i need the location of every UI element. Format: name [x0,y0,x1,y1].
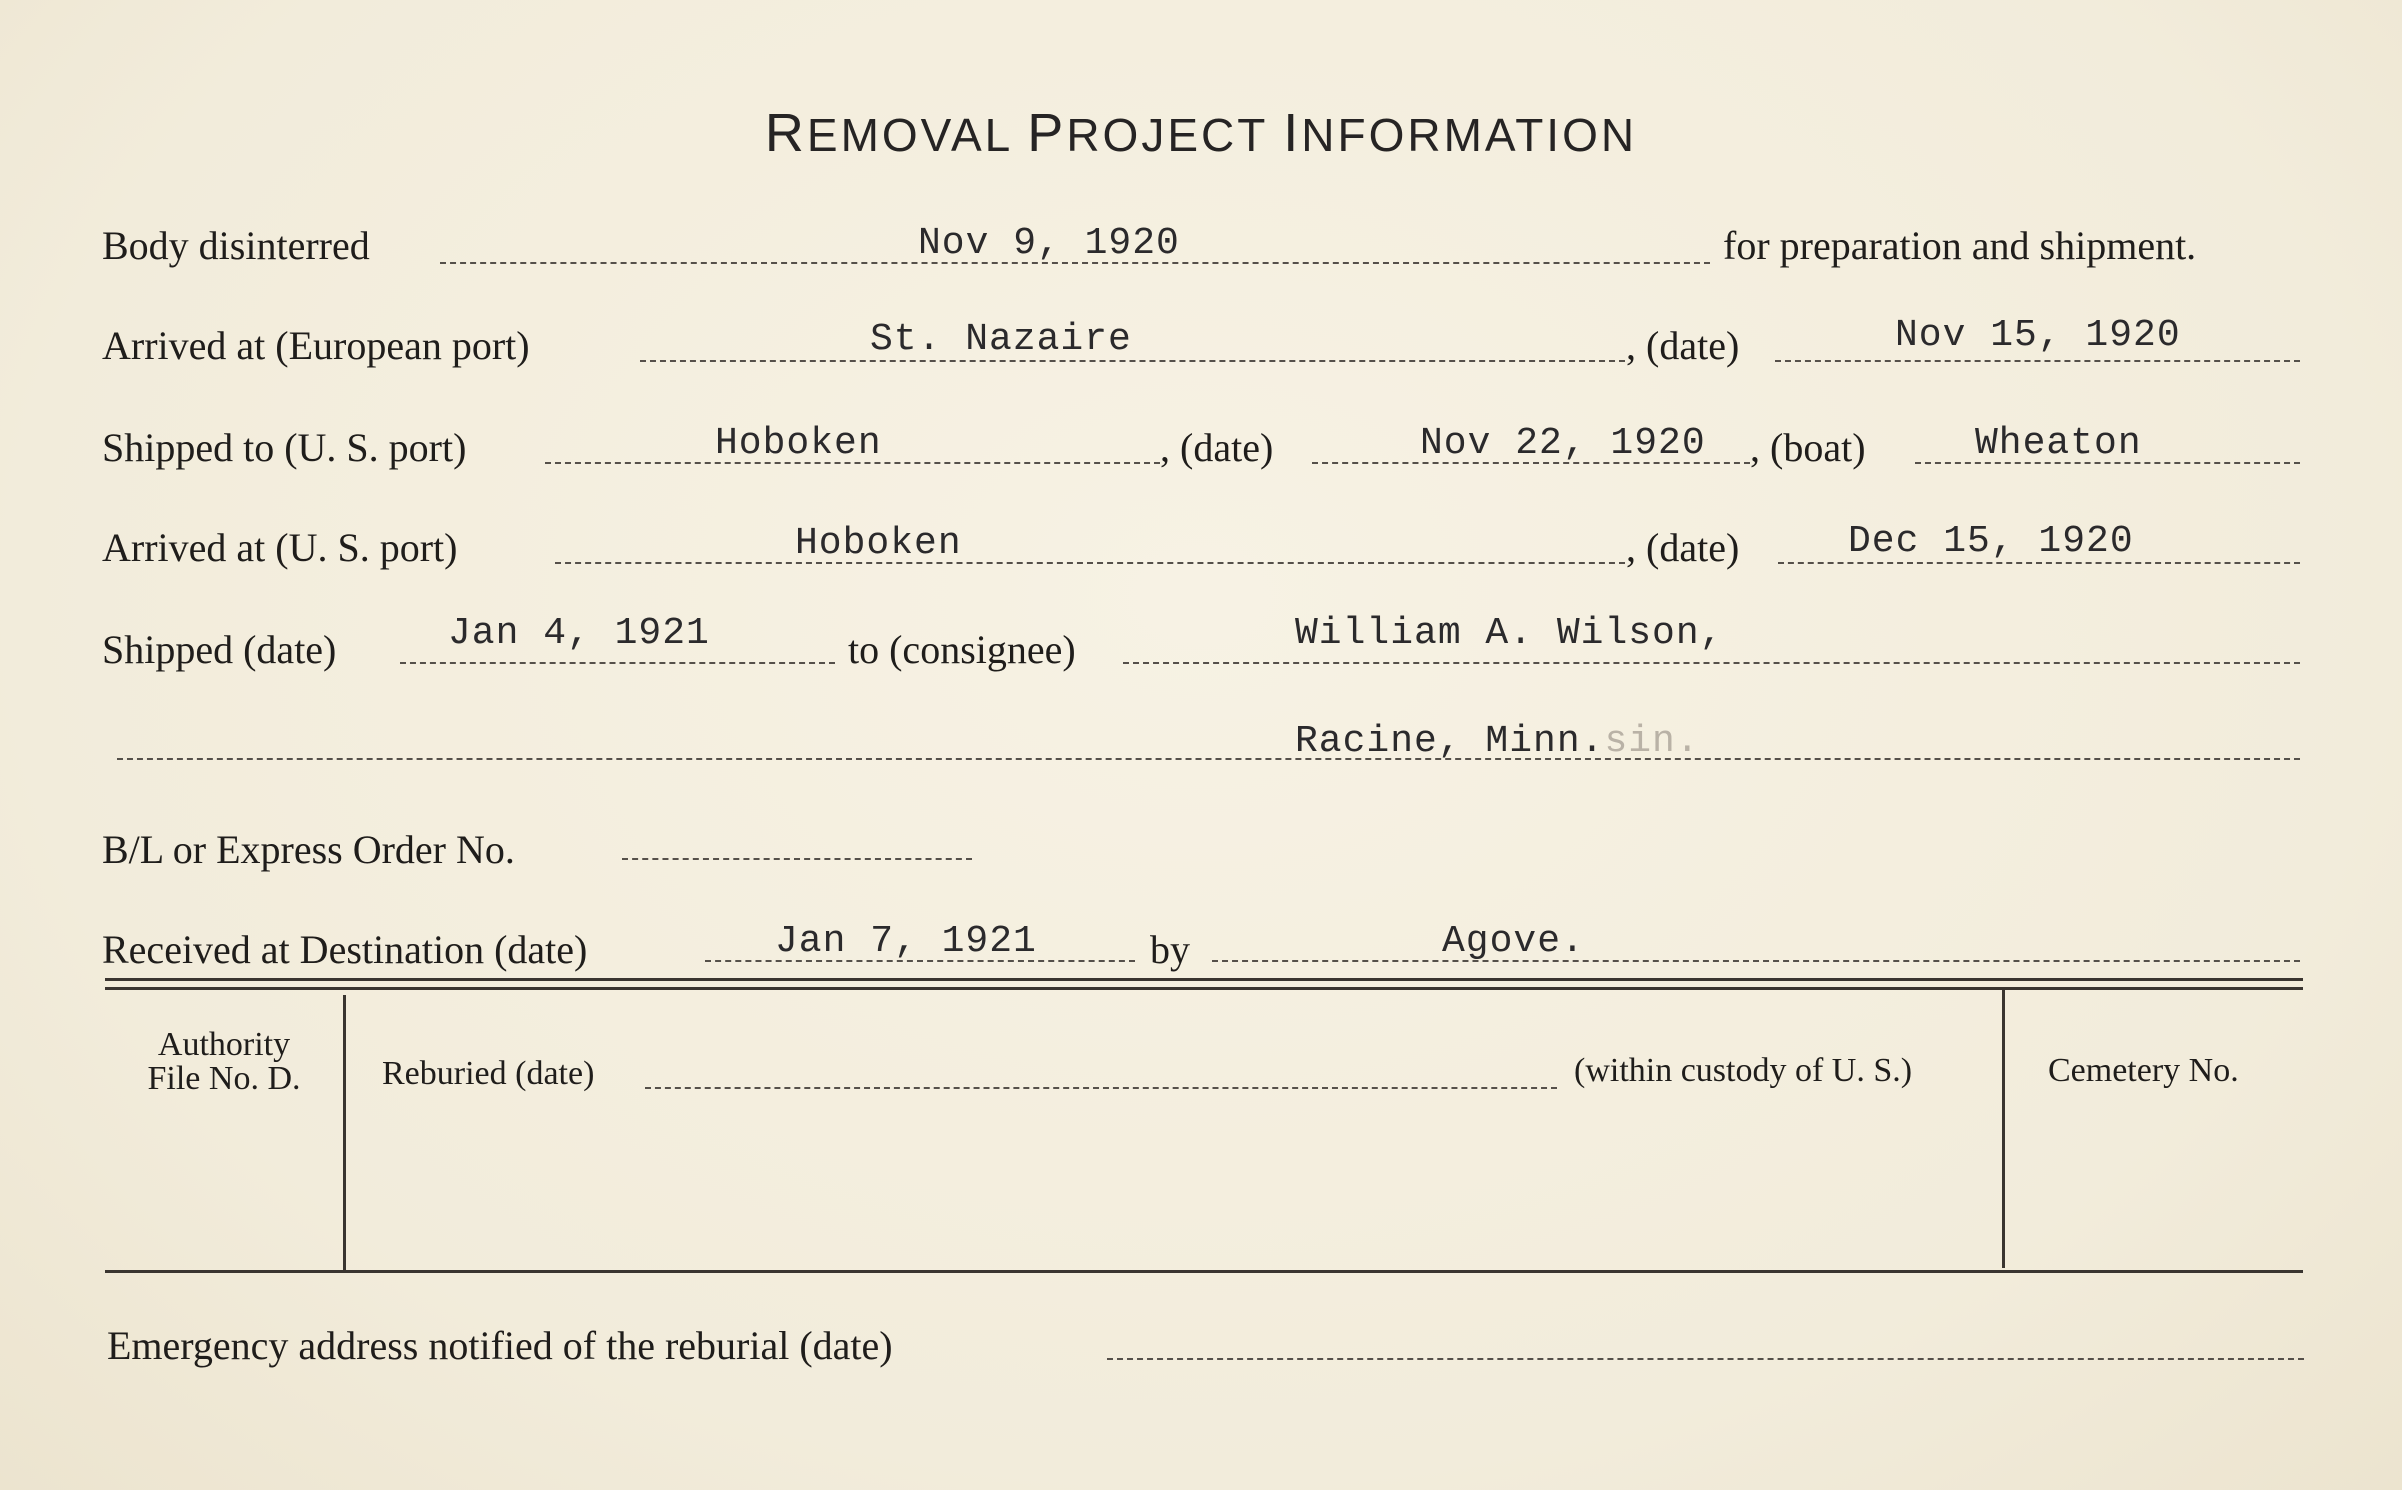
dotted-line [622,858,972,860]
emergency-label: Emergency address notified of the reburial (date) [107,1323,893,1368]
received-label: Received at Destination (date) [102,927,588,972]
us-port-shipped-value: Hoboken [715,422,882,465]
title-initial: R [764,103,807,163]
european-port-value: St. Nazaire [870,318,1132,361]
received-by-label: by [1150,927,1190,972]
title-word: ROJECT [1066,109,1284,161]
shipped-date-value-row5: Jan 4, 1921 [448,612,710,655]
dotted-line [555,562,1625,564]
us-port-arrived-value: Hoboken [795,522,962,565]
european-date-label: , (date) [1626,323,1740,368]
dotted-line [640,360,1625,362]
european-date-value: Nov 15, 1920 [1895,314,2181,357]
body-disinterred-value: Nov 9, 1920 [918,222,1180,265]
table-divider [343,995,346,1270]
dotted-line [400,662,835,664]
preparation-suffix: for preparation and shipment. [1723,223,2197,268]
boat-value: Wheaton [1975,422,2142,465]
reburied-label: Reburied (date) [382,1055,595,1092]
custody-label: (within custody of U. S.) [1574,1052,1913,1089]
title-word: NFORMATION [1301,109,1638,161]
us-arrived-date-value: Dec 15, 1920 [1848,520,2134,563]
received-date-value: Jan 7, 1921 [775,920,1037,963]
title-initial: I [1283,103,1302,163]
us-arrived-date-label: , (date) [1626,525,1740,570]
form-title [0,102,2402,164]
authority-label-line: File No. D. [147,1060,301,1097]
bl-order-label: B/L or Express Order No. [102,827,515,872]
body-disinterred-label: Body disinterred [102,223,370,268]
title-initial: P [1027,103,1067,163]
title-word: EMOVAL [806,109,1028,161]
consignee-address-value [1295,720,1700,763]
consignee-city: Racine, Minn. [1295,720,1605,763]
table-divider [2002,990,2005,1268]
consignee-struck-text: sin. [1604,720,1700,763]
dotted-line [117,758,2300,760]
dotted-line [1107,1358,2304,1360]
authority-label-line: Authority [157,1026,291,1063]
shipped-date-label: , (date) [1160,425,1274,470]
dotted-line [1212,960,2300,962]
dotted-line [1775,360,2300,362]
cemetery-label: Cemetery No. [2048,1052,2239,1089]
consignee-value: William A. Wilson, [1295,612,1724,655]
boat-label: , (boat) [1750,425,1866,470]
received-by-value: Agove. [1442,920,1585,963]
dotted-line [1123,662,2300,664]
shipped-date-value: Nov 22, 1920 [1420,422,1706,465]
dotted-line [645,1087,1557,1089]
shipped-date-label-row5: Shipped (date) [102,627,337,672]
authority-label [105,1026,343,1098]
us-port-shipped-label: Shipped to (U. S. port) [102,425,467,470]
table-top-rule [105,978,2303,981]
table-top-rule [105,987,2303,990]
table-bottom-rule [105,1270,2303,1273]
us-port-arrived-label: Arrived at (U. S. port) [102,525,458,570]
consignee-label: to (consignee) [848,627,1076,672]
european-port-label: Arrived at (European port) [102,323,530,368]
